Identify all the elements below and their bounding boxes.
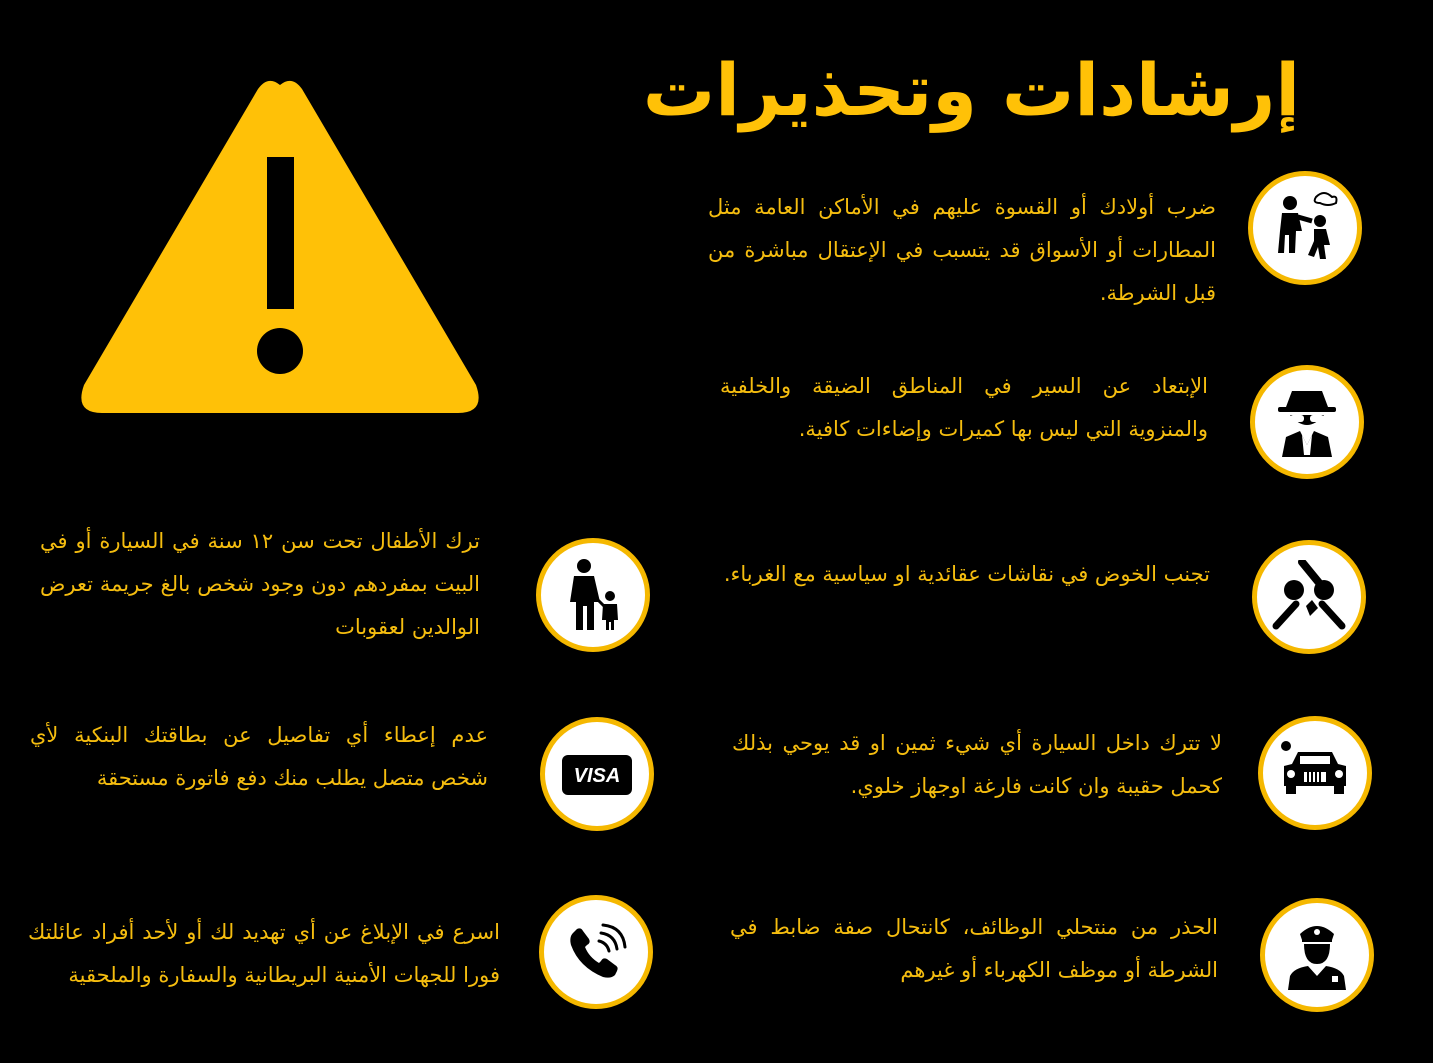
tip-text-impostor: الحذر من منتحلي الوظائف، كانتحال صفة ضابط في الشرطة أو موظف الكهرباء أو غيرهم — [730, 915, 1218, 982]
tip-text-fight: تجنب الخوض في نقاشات عقائدية او سياسية مع الغرباء. — [723, 562, 1210, 586]
tip-text-children: ترك الأطفال تحت سن ١٢ سنة في السيارة أو في البيت بمفردهم دون وجود شخص بالغ جريمة تعرض الوالدين لعقوبات — [40, 529, 480, 639]
tip-text-visa: عدم إعطاء أي تفاصيل عن بطاقتك البنكية لأي شخص متصل يطلب منك دفع فاتورة مستحقة — [30, 723, 488, 790]
visa-badge-text: VISA — [573, 765, 621, 787]
tip-text-spy: الإبتعاد عن السير في المناطق الضيقة والخلفية والمنزوية التي ليس بها كميرات وإضاءات كافية. — [720, 374, 1208, 441]
child-abuse-icon — [1248, 171, 1362, 285]
parent-child-icon — [536, 538, 650, 652]
car-theft-icon — [1258, 716, 1372, 830]
page-title: إرشادات وتحذيرات — [642, 48, 1300, 132]
phone-call-icon — [539, 895, 653, 1009]
police-officer-icon — [1260, 898, 1374, 1012]
tip-text-child-abuse: ضرب أولادك أو القسوة عليهم في الأماكن العامة مثل المطارات أو الأسواق قد يتسبب في الإعتقال مباشرة من قبل الشرطة. — [708, 195, 1216, 305]
warning-triangle-icon — [78, 75, 482, 415]
visa-card-icon — [540, 717, 654, 831]
tip-text-report: اسرع في الإبلاغ عن أي تهديد لك أو لأحد أفراد عائلتك فورا للجهات الأمنية البريطانية والسفارة والملحقية — [28, 920, 500, 987]
fight-icon — [1252, 540, 1366, 654]
spy-icon — [1250, 365, 1364, 479]
tip-text-car: لا تترك داخل السيارة أي شيء ثمين او قد يوحي بذلك كحمل حقيبة وان كانت فارغة اوجهاز خلوي. — [732, 731, 1222, 798]
